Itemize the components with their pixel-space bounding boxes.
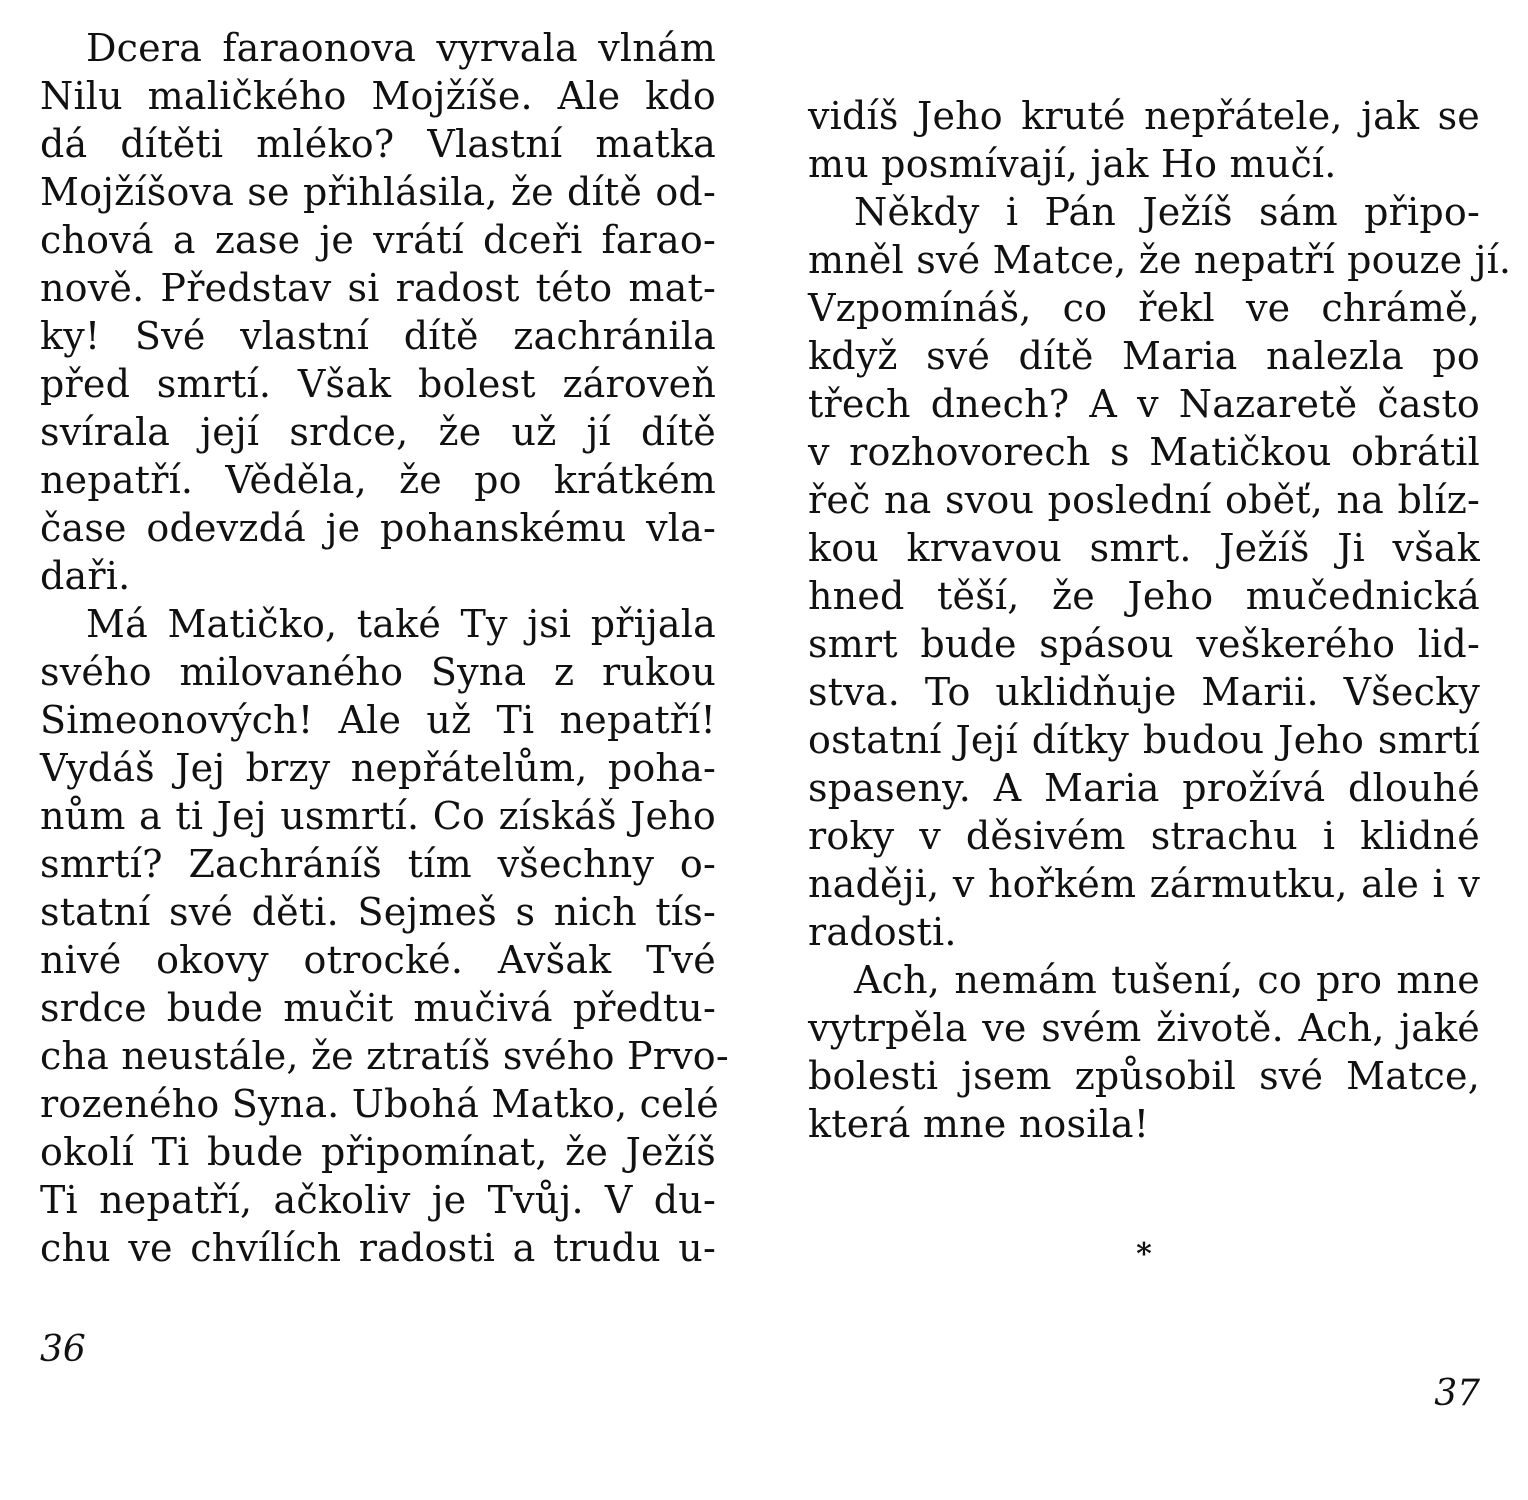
page-number-left: 36 xyxy=(40,1329,86,1370)
right-text-line-3: Někdy i Pán Ježíš sám připo- xyxy=(854,190,1480,234)
right-text-line-2: mu posmívají, jak Ho mučí. xyxy=(808,142,1337,186)
left-text-line-6: nově. Představ si radost této mat- xyxy=(40,266,716,310)
right-text-line-1: vidíš Jeho kruté nepřátele, jak se xyxy=(808,94,1480,138)
right-text-line-16: roky v děsivém strachu i klidné xyxy=(808,814,1480,858)
right-text-line-17: naději, v hořkém zármutku, ale i v xyxy=(808,862,1480,906)
right-text-line-13: stva. To uklidňuje Marii. Všecky xyxy=(808,670,1480,714)
left-text-line-10: nepatří. Věděla, že po krátkém xyxy=(40,458,716,502)
right-text-line-4: mněl své Matce, že nepatří pouze jí. xyxy=(808,238,1512,282)
left-text-line-26: chu ve chvílích radosti a trudu u- xyxy=(40,1226,716,1270)
right-text-line-6: když své dítě Maria nalezla po xyxy=(808,334,1480,378)
left-text-line-1: Dcera faraonova vyrvala vlnám xyxy=(86,26,716,70)
left-text-line-8: před smrtí. Však bolest zároveň xyxy=(40,362,716,406)
left-text-line-9: svírala její srdce, že už jí dítě xyxy=(40,410,716,454)
right-text-line-15: spaseny. A Maria prožívá dlouhé xyxy=(808,766,1480,810)
right-text-line-12: smrt bude spásou veškerého lid- xyxy=(808,622,1480,666)
right-text-line-8: v rozhovorech s Matičkou obrátil xyxy=(808,430,1480,474)
left-text-line-2: Nilu maličkého Mojžíše. Ale kdo xyxy=(40,74,716,118)
left-text-line-11: čase odevzdá je pohanskému vla- xyxy=(40,506,716,550)
right-text-line-19: Ach, nemám tušení, co pro mne xyxy=(854,958,1480,1002)
left-text-line-25: Ti nepatří, ačkoliv je Tvůj. V du- xyxy=(40,1178,716,1222)
left-text-line-24: okolí Ti bude připomínat, že Ježíš xyxy=(40,1130,716,1174)
section-ornament: * xyxy=(1136,1237,1152,1272)
left-text-line-3: dá dítěti mléko? Vlastní matka xyxy=(40,122,716,166)
left-text-line-12: daři. xyxy=(40,554,131,598)
right-text-line-11: hned těší, že Jeho mučednická xyxy=(808,574,1480,618)
right-text-line-20: vytrpěla ve svém životě. Ach, jaké xyxy=(808,1006,1480,1050)
left-text-line-5: chová a zase je vrátí dceři farao- xyxy=(40,218,716,262)
left-text-line-18: smrtí? Zachráníš tím všechny o- xyxy=(40,842,716,886)
right-page xyxy=(808,0,1512,1500)
left-text-line-7: ky! Své vlastní dítě zachránila xyxy=(40,314,716,358)
left-text-line-16: Vydáš Jej brzy nepřátelům, poha- xyxy=(40,746,716,790)
right-text-line-21: bolesti jsem způsobil své Matce, xyxy=(808,1054,1480,1098)
right-text-line-10: kou krvavou smrt. Ježíš Ji však xyxy=(808,526,1480,570)
right-text-line-9: řeč na svou poslední oběť, na blíz- xyxy=(808,478,1480,522)
left-text-line-19: statní své děti. Sejmeš s nich tís- xyxy=(40,890,716,934)
left-text-line-21: srdce bude mučit mučivá předtu- xyxy=(40,986,716,1030)
right-text-line-18: radosti. xyxy=(808,910,957,954)
left-text-line-23: rozeného Syna. Ubohá Matko, celé xyxy=(40,1082,719,1126)
right-text-line-22: která mne nosila! xyxy=(808,1102,1150,1146)
right-text-line-14: ostatní Její dítky budou Jeho smrtí xyxy=(808,718,1480,762)
right-text-line-5: Vzpomínáš, co řekl ve chrámě, xyxy=(808,286,1480,330)
left-text-line-22: cha neustále, že ztratíš svého Prvo- xyxy=(40,1034,729,1078)
right-text-line-7: třech dnech? A v Nazaretě často xyxy=(808,382,1480,426)
page-number-right: 37 xyxy=(1434,1373,1480,1414)
left-text-line-13: Má Matičko, také Ty jsi přijala xyxy=(86,602,716,646)
left-text-line-15: Simeonových! Ale už Ti nepatří! xyxy=(40,698,716,742)
left-text-line-14: svého milovaného Syna z rukou xyxy=(40,650,716,694)
left-text-line-4: Mojžíšova se přihlásila, že dítě od- xyxy=(40,170,716,214)
left-text-line-20: nivé okovy otrocké. Avšak Tvé xyxy=(40,938,716,982)
left-text-line-17: nům a ti Jej usmrtí. Co získáš Jeho xyxy=(40,794,716,838)
left-page xyxy=(40,0,729,1500)
